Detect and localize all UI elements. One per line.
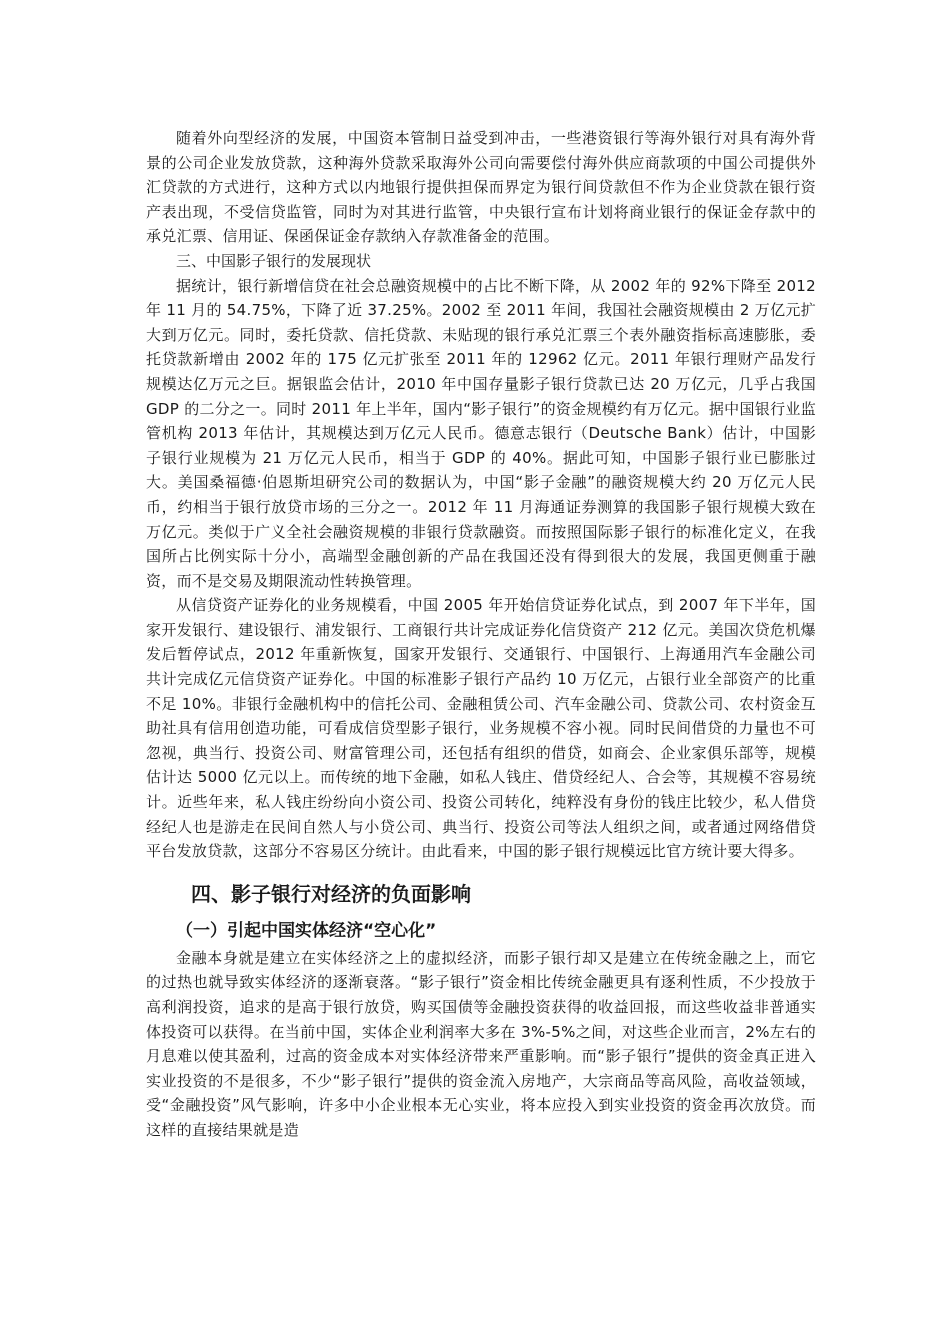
section-heading-development-status: 三、中国影子银行的发展现状 — [176, 251, 372, 270]
section-heading-negative-impact: 四、影子银行对经济的负面影响 — [191, 881, 471, 906]
document-page — [146, 126, 816, 1143]
paragraph-securitization: 从信贷资产证券化的业务规模看，中国 2005 年开始信贷证券化试点，到 2007 年下半年，国家开发银行、建设银行、浦发银行、工商银行共计完成证券化信贷资产 212 亿元。美国次贷危机爆发后暂停试点，2012 年重新恢复，国家开发银行、交通银行、中国银行、上海通用汽车金融公司共计完成亿元信贷资产证券化。中国的标准影子银行产品约 10 万亿元，占银行业全部资产的比重不足 10%。非银行金融机构中的信托公司、金融租赁公司、汽车金融公司、贷款公司、农村资金互助社具有信用创造功能，可看成信贷型影子银行，业务规模不容小视。同时民间借贷的力量也不可忽视，典当行、投资公司、财富管理公司，还包括有组织的借贷，如商会、企业家俱乐部等，规模估计达 5000 亿元以上。而传统的地下金融，如私人钱庄、借贷经纪人、合会等，其规模不容易统计。近些年来，私人钱庄纷纷向小资公司、投资公司转化，纯粹没有身份的钱庄比较少，私人借贷经纪人也是游走在民间自然人与小贷公司、典当行、投资公司等法人组织之间，或者通过网络借贷平台发放贷款，这部分不容易区分统计。由此看来，中国的影子银行规模远比官方统计要大得多。 — [146, 596, 816, 861]
paragraph-statistics: 据统计，银行新增信贷在社会总融资规模中的占比不断下降，从 2002 年的 92%下降至 2012 年 11 月的 54.75%，下降了近 37.25%。2002 至 2011 年间，我国社会融资规模由 2 万亿元扩大到万亿元。同时，委托贷款、信托贷款、未贴现的银行承兑汇票三个表外融资指标高速膨胀，委托贷款新增由 2002 年的 175 亿元扩张至 2011 年的 12962 亿元。2011 年银行理财产品发行规模达亿万元之巨。据银监会估计，2010 年中国存量影子银行贷款已达 20 万亿元，几乎占我国 GDP 的二分之一。同时 2011 年上半年，国内“影子银行”的资金规模约有万亿元。据中国银行业监管机构 2013 年估计，其规模达到万亿元人民币。德意志银行（Deutsche Bank）估计，中国影子银行业规模为 21 万亿元人民币，相当于 GDP 的 40%。据此可知，中国影子银行业已膨胀过大。美国桑福德·伯恩斯坦研究公司的数据认为，中国“影子金融”的融资规模大约 20 万亿元人民币，约相当于银行放贷市场的三分之一。2012 年 11 月海通证券测算的我国影子银行规模大致在万亿元。类似于广义全社会融资规模的非银行贷款融资。而按照国际影子银行的标准化定义，在我国所占比例实际十分小，高端型金融创新的产品在我国还没有得到很大的发展，我国更侧重于融资，而不是交易及期限流动性转换管理。 — [146, 276, 816, 590]
paragraph-capital-control: 随着外向型经济的发展，中国资本管制日益受到冲击，一些港资银行等海外银行对具有海外背景的公司企业发放贷款，这种海外贷款采取海外公司向需要偿付海外供应商款项的中国公司提供外汇贷款的方式进行，这种方式以内地银行提供担保而界定为银行间贷款但不作为企业贷款在银行资产表出现，不受信贷监管，同时为对其进行监管，中央银行宣布计划将商业银行的保证金存款中的承兑汇票、信用证、保函保证金存款纳入存款准备金的范围。 — [146, 129, 816, 246]
paragraph-real-economy: 金融本身就是建立在实体经济之上的虚拟经济，而影子银行却又是建立在传统金融之上，而它的过热也就导致实体经济的逐渐衰落。“影子银行”资金相比传统金融更具有逐利性质，不少投放于高利润投资，追求的是高于银行放贷，购买国债等金融投资获得的收益回报，而这些收益非普通实体投资可以获得。在当前中国，实体企业利润率大多在 3%-5%之间，对这些企业而言，2%左右的月息难以使其盈利，过高的资金成本对实体经济带来严重影响。而“影子银行”提供的资金真正进入实业投资的不是很多，不少“影子银行”提供的资金流入房地产，大宗商品等高风险，高收益领域，受“金融投资”风气影响，许多中小企业根本无心实业，将本应投入到实业投资的资金再次放贷。而这样的直接结果就是造 — [146, 948, 816, 1139]
subsection-heading-hollowing: （一）引起中国实体经济“空心化” — [176, 920, 437, 941]
